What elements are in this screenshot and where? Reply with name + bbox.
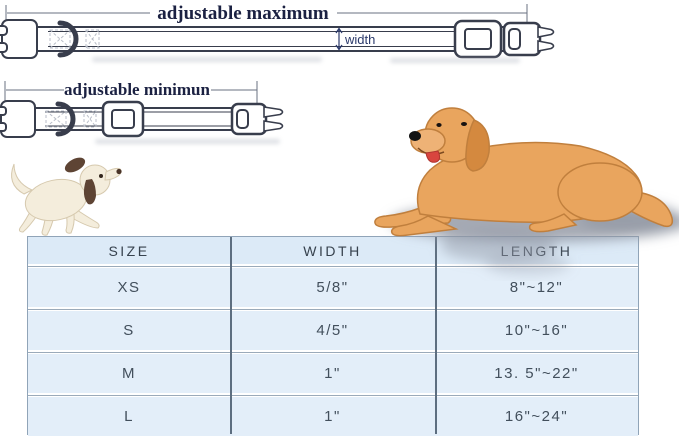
tongue — [426, 151, 440, 162]
eye — [461, 122, 467, 126]
small-dog-illustration — [2, 150, 142, 238]
cell-size: M — [122, 365, 136, 382]
row-separator — [28, 393, 638, 397]
nose — [116, 169, 121, 174]
column-divider — [230, 237, 232, 434]
collar-maximum-diagram — [0, 0, 560, 64]
collar-strap — [36, 27, 504, 51]
row-separator — [28, 350, 638, 354]
collar-shadow — [92, 57, 322, 62]
width-label: width — [345, 32, 376, 47]
tri-glide-slider — [103, 102, 143, 136]
cell-width: 1" — [324, 408, 341, 425]
eye — [99, 174, 103, 178]
table-row — [28, 311, 638, 350]
min-title: adjustable minimun — [64, 80, 210, 99]
male-clip — [504, 23, 554, 55]
female-buckle — [0, 101, 35, 137]
cell-length: 10"~16" — [504, 322, 569, 339]
collar-shadow — [390, 58, 520, 63]
cell-length: 16"~24" — [504, 408, 569, 425]
row-separator — [28, 307, 638, 311]
female-buckle — [0, 20, 37, 58]
table-row — [28, 397, 638, 436]
header-size: SIZE — [108, 242, 150, 259]
cell-width: 5/8" — [316, 279, 349, 296]
table-row — [28, 354, 638, 393]
header-width: WIDTH — [303, 242, 362, 259]
large-dog-illustration — [368, 96, 679, 281]
male-clip — [232, 104, 283, 134]
cell-width: 4/5" — [316, 322, 349, 339]
cell-size: S — [123, 322, 135, 339]
cell-size: XS — [117, 279, 141, 296]
collar-minimum-diagram — [0, 74, 300, 144]
header-length: LENGTH — [500, 242, 573, 259]
collar-shadow — [95, 139, 280, 144]
cell-length: 13. 5"~22" — [494, 365, 579, 382]
tail — [12, 164, 32, 194]
cell-size: L — [124, 408, 134, 425]
nose — [409, 131, 421, 141]
hind-hip — [558, 163, 642, 221]
max-title: adjustable maximum — [157, 3, 329, 24]
eye — [436, 123, 441, 127]
cell-length: 8"~12" — [509, 279, 564, 296]
tri-glide-slider — [455, 21, 501, 57]
cell-width: 1" — [324, 365, 341, 382]
